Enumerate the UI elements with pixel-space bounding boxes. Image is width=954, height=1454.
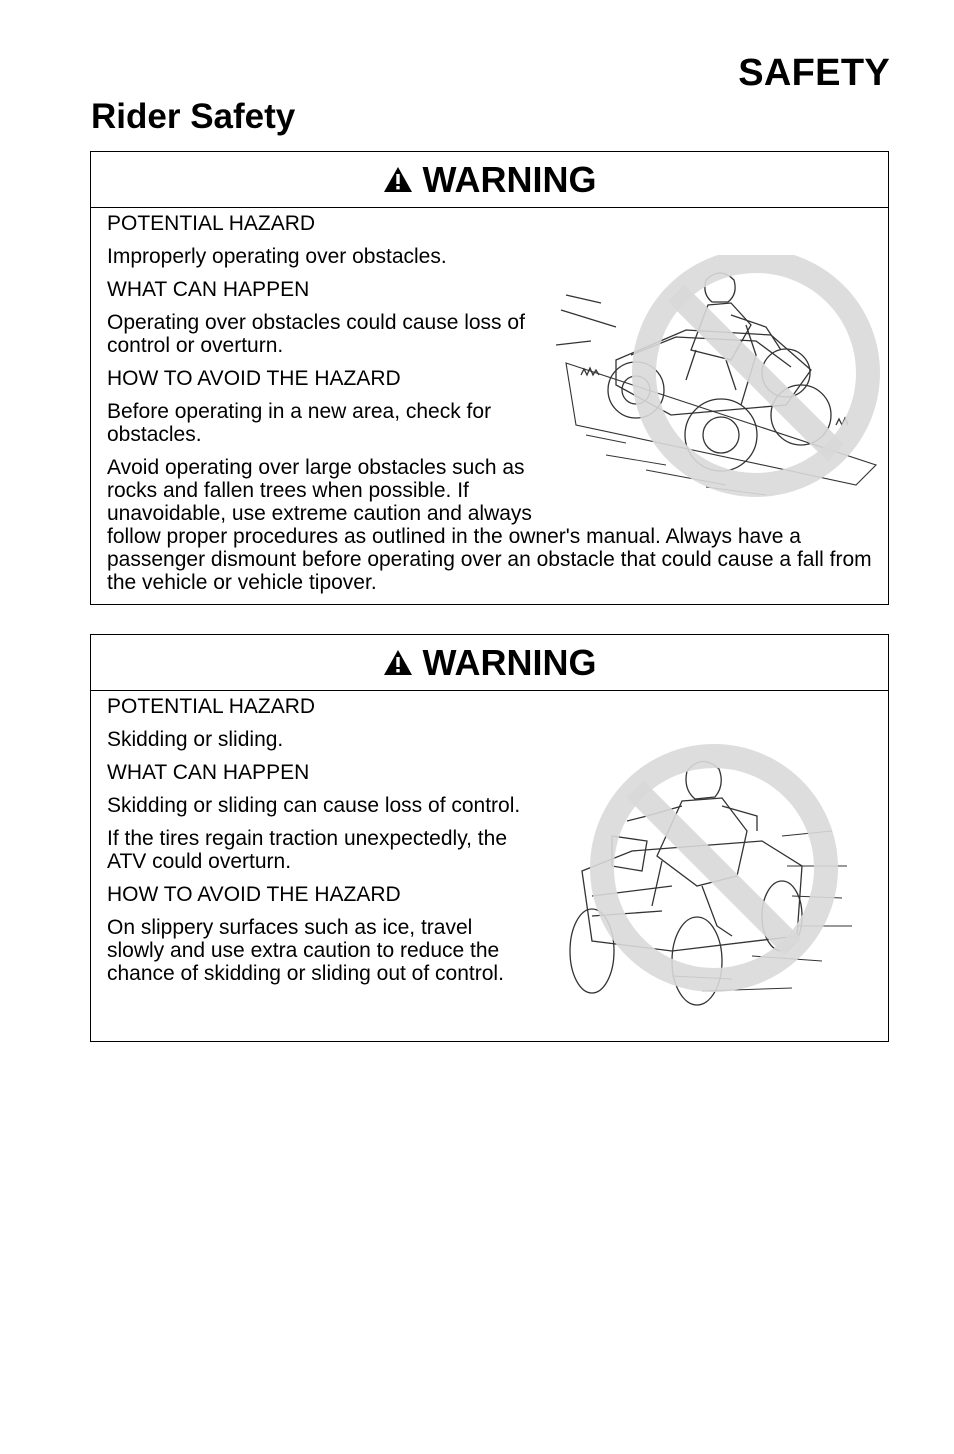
atv-obstacle-prohibited-illustration (556, 255, 886, 510)
warning-triangle-icon (383, 166, 413, 193)
warning-box-skidding (90, 634, 889, 1042)
hazard-text: Improperly operating over obstacles. (107, 245, 447, 268)
warning-box-obstacles (90, 151, 889, 605)
potential-hazard-label: POTENTIAL HAZARD (107, 212, 316, 235)
warning-title: WARNING (422, 158, 597, 200)
section-title: SAFETY (738, 52, 890, 94)
consequence-text: If the tires regain traction unexpectedly, the ATV could overturn. (107, 827, 508, 873)
how-to-avoid-label: HOW TO AVOID THE HAZARD (107, 883, 401, 906)
warning-header (91, 635, 888, 691)
atv-sliding-prohibited-illustration (552, 736, 872, 1026)
avoidance-text: Before operating in a new area, check for obstacles. (107, 400, 492, 446)
what-can-happen-label: WHAT CAN HAPPEN (107, 761, 310, 784)
warning-triangle-icon (383, 649, 413, 676)
avoidance-text: Avoid operating over large obstacles such as rocks and fallen trees when possible. If unavoidable, use extreme caution and always follow proper procedures as outlined in the owner's manual. Always have a passenger dismount before operating over an obstacle that could cause a fall from the vehicle or vehicle tipover. (107, 456, 872, 594)
warning-header (91, 152, 888, 208)
hazard-text: Skidding or sliding. (107, 728, 284, 751)
warning-body (91, 208, 888, 594)
warning-title: WARNING (422, 641, 597, 683)
consequence-text: Operating over obstacles could cause loss of control or overturn. (107, 311, 525, 357)
avoidance-text: On slippery surfaces such as ice, travel slowly and use extra caution to reduce the chance of skidding or sliding out of control. (107, 916, 504, 985)
consequence-text: Skidding or sliding can cause loss of control. (107, 794, 521, 817)
what-can-happen-label: WHAT CAN HAPPEN (107, 278, 310, 301)
page-heading: Rider Safety (91, 97, 296, 136)
how-to-avoid-label: HOW TO AVOID THE HAZARD (107, 367, 401, 390)
warning-body (91, 691, 888, 985)
potential-hazard-label: POTENTIAL HAZARD (107, 695, 316, 718)
